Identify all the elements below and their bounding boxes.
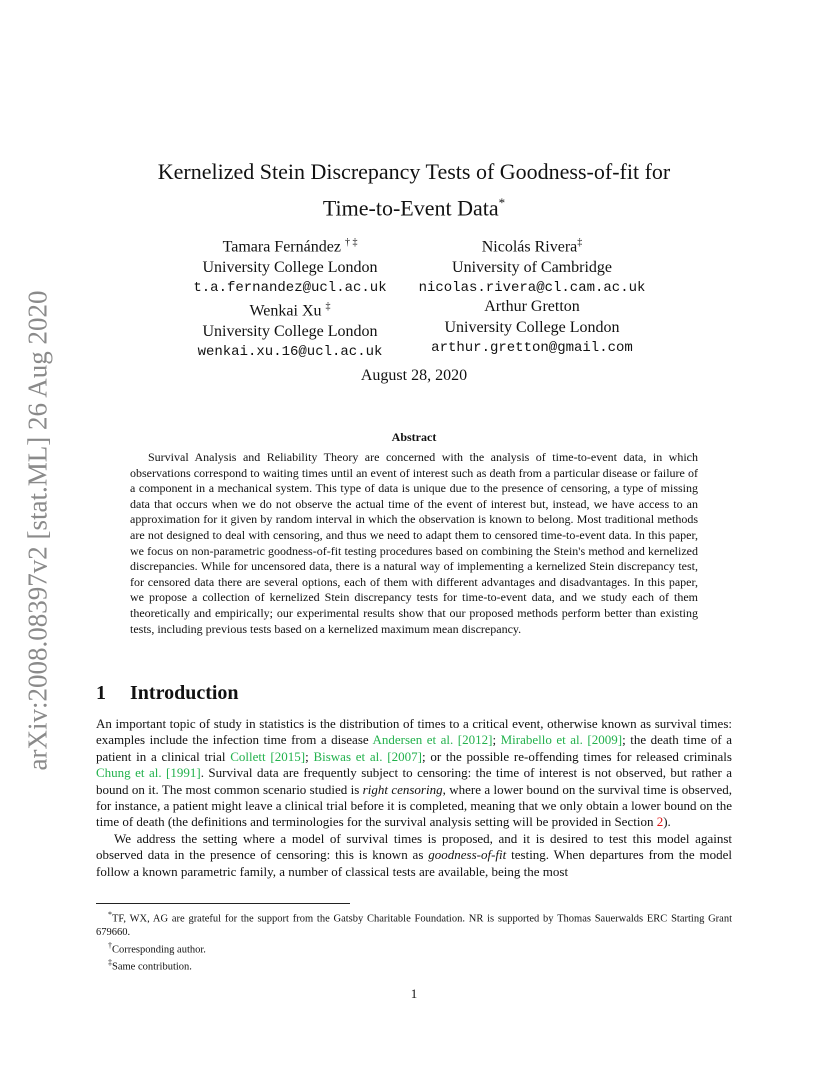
section-reference-link[interactable]: 2 xyxy=(656,814,664,830)
abstract-heading: Abstract xyxy=(391,430,437,444)
author-email: nicolas.rivera@cl.cam.ac.uk xyxy=(418,280,646,297)
author-affiliation: University College London xyxy=(202,259,378,277)
footnote-1: *TF, WX, AG are grateful for the support from the Gatsby Charitable Foundation. NR is supported by Thomas Sauerwalds ERC Starting Grant 679660. xyxy=(96,910,732,938)
author-block-2 xyxy=(412,232,652,299)
author-marks: ‡ xyxy=(577,237,583,248)
section-title: Introduction xyxy=(130,682,239,704)
citation-link[interactable]: Biswas et al. [2007] xyxy=(313,748,422,764)
citation-link[interactable]: Andersen et al. [2012] xyxy=(372,732,493,748)
section-heading xyxy=(96,682,239,705)
author-block-4 xyxy=(412,296,652,359)
author-marks: ‡ xyxy=(325,301,331,312)
author-name: Tamara Fernández † ‡ xyxy=(222,237,358,256)
author-name: Arthur Gretton xyxy=(484,298,580,315)
author-affiliation: University of Cambridge xyxy=(452,259,612,277)
title-line-2-text: Time-to-Event Data xyxy=(322,195,499,221)
arxiv-stamp-text: arXiv:2008.08397v2 [stat.ML] 26 Aug 2020 xyxy=(22,290,53,770)
footnote-divider xyxy=(96,903,350,904)
abstract-text: Survival Analysis and Reliability Theory are concerned with the analysis of time-to-event data, in which observations correspond to waiting times until an event of interest such as death from a particular disease or failure of a component in a mechanical system. This type of data is unique due to the presence of censoring, a type of missing data that occurs when we do not observe the actual time of the event of interest but, instead, we have access to an approximation for it given by random interval in which the observation is known to belong. Most traditional methods are not designed to deal with censoring, and thus we need to adapt them to censored time-to-event data. In this paper, we focus on non-parametric goodness-of-fit testing procedures based on combining the Stein's method and kernelized discrepancies. While for uncensored data, there is a natural way of implementing a kernelized Stein discrepancy test, for censored data there are several options, each of them with different advantages and disadvantages. In this paper, we propose a collection of kernelized Stein discrepancy tests for time-to-event data, and we study each of them theoretically and empirically; our experimental results show that our proposed methods perform better than existing tests, including previous tests based on a kernelized maximum mean discrepancy. xyxy=(130,450,698,636)
footnote-2: †Corresponding author. xyxy=(108,940,206,955)
title-line-2 xyxy=(120,187,708,223)
paragraph-2: We address the setting where a model of survival times is proposed, and it is desired to test this model against observed data in the presence of censoring: this is known as goodness-of-fit testing. When departures from the model follow a known parametric family, a number of classical tests are available, being the most xyxy=(96,830,732,879)
author-marks: † ‡ xyxy=(344,237,358,248)
author-name: Nicolás Rivera‡ xyxy=(481,237,583,256)
author-block-1 xyxy=(176,232,404,299)
emphasis: right censoring xyxy=(362,781,443,797)
page-number: 1 xyxy=(410,986,418,1001)
author-name: Wenkai Xu ‡ xyxy=(249,301,331,320)
paper-title xyxy=(120,156,708,223)
author-affiliation: University College London xyxy=(202,323,378,341)
author-email: t.a.fernandez@ucl.ac.uk xyxy=(193,280,387,297)
title-footnote-mark: * xyxy=(498,195,506,210)
title-line-1: Kernelized Stein Discrepancy Tests of Goodness-of-fit for xyxy=(157,159,671,184)
citation-link[interactable]: Mirabello et al. [2009] xyxy=(500,732,623,748)
footnotes xyxy=(96,908,732,974)
author-email: wenkai.xu.16@ucl.ac.uk xyxy=(197,344,383,361)
paragraph-1: An important topic of study in statistics is the distribution of times to a critical event, otherwise known as survival times: examples include the infection time from a disease Andersen et al. [2012]; Mirabello et al. [2009]; the death time of a patient in a clinical trial Collett [2015]; Biswas et al. [2007]; or the possible re-offending times for released criminals Chung et al. [1991]. Survival data are frequently subject to censoring: the time of interest is not observed, but rather a bound on it. The most common scenario studied is right censoring, where a lower bound on the survival time is observed, for instance, a patient might leave a clinical trial before it is completed, meaning that we only obtain a lower bound on the time of death (the definitions and terminologies for the survival analysis setting will be provided in Section 2). xyxy=(96,716,732,830)
emphasis: goodness-of-fit xyxy=(428,847,507,863)
citation-link[interactable]: Collett [2015] xyxy=(230,748,306,764)
footnote-3: ‡Same contribution. xyxy=(108,958,192,973)
section-number: 1 xyxy=(96,682,106,704)
author-email: arthur.gretton@gmail.com xyxy=(431,340,633,356)
author-affiliation: University College London xyxy=(444,319,620,336)
author-block-3 xyxy=(176,296,404,363)
citation-link[interactable]: Chung et al. [1991] xyxy=(96,765,201,781)
arxiv-stamp xyxy=(20,280,56,780)
body-text xyxy=(96,716,732,880)
paper-date: August 28, 2020 xyxy=(360,367,468,384)
